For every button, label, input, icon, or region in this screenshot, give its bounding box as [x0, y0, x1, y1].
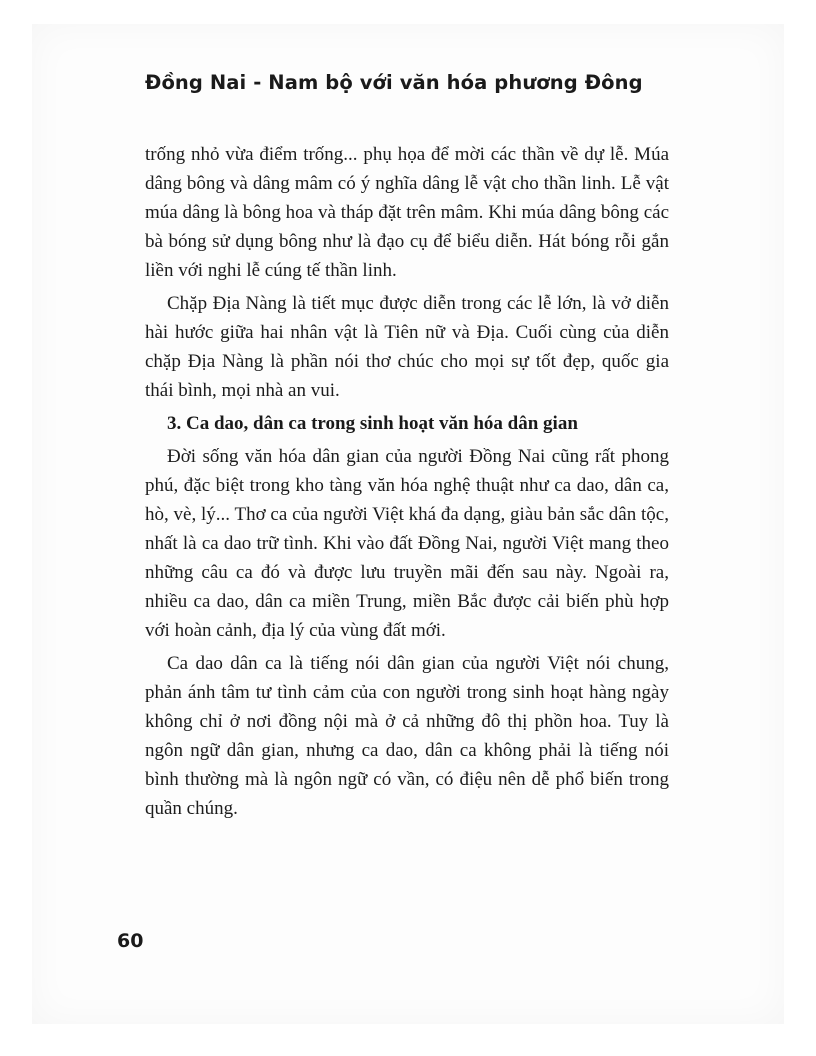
- paragraph-ca-dao: Ca dao dân ca là tiếng nói dân gian của người Việt nói chung, phản ánh tâm tư tình cảm của con người trong sinh hoạt hàng ngày không chỉ ở nơi đồng nội mà ở cả những đô thị phồn hoa. Tuy là ngôn ngữ dân gian, nhưng ca dao, dân ca không phải là tiếng nói bình thường mà là ngôn ngữ có vần, có điệu nên dễ phổ biến trong quần chúng.: [145, 653, 669, 819]
- paragraph-chap-dia-nang: Chặp Địa Nàng là tiết mục được diễn trong các lễ lớn, là vở diễn hài hước giữa hai nhân vật là Tiên nữ và Địa. Cuối cùng của diễn chặp Địa Nàng là phần nói thơ chúc cho mọi sự tốt đẹp, quốc gia thái bình, mọi nhà an vui.: [145, 293, 669, 401]
- running-header: Đồng Nai - Nam bộ với văn hóa phương Đông: [145, 71, 643, 94]
- section-heading: 3. Ca dao, dân ca trong sinh hoạt văn hóa dân gian: [167, 413, 578, 434]
- paragraph-continuation: trống nhỏ vừa điểm trống... phụ họa để mời các thần về dự lễ. Múa dâng bông và dâng mâm có ý nghĩa dâng lễ vật cho thần linh. Lễ vật múa dâng là bông hoa và tháp đặt trên mâm. Khi múa dâng bông các bà bóng sử dụng bông như là đạo cụ để biểu diễn. Hát bóng rỗi gắn liền với nghi lễ cúng tế thần linh.: [145, 144, 669, 281]
- paragraph-folk-culture: Đời sống văn hóa dân gian của người Đồng Nai cũng rất phong phú, đặc biệt trong kho tàng văn hóa nghệ thuật như ca dao, dân ca, hò, vè, lý... Thơ ca của người Việt khá đa dạng, giàu bản sắc dân tộc, nhất là ca dao trữ tình. Khi vào đất Đồng Nai, người Việt mang theo những câu ca đó và được lưu truyền mãi đến sau này. Ngoài ra, nhiều ca dao, dân ca miền Trung, miền Bắc được cải biến phù hợp với hoàn cảnh, địa lý của vùng đất mới.: [145, 446, 669, 641]
- body-text: [145, 140, 669, 827]
- page-number: 60: [117, 930, 144, 952]
